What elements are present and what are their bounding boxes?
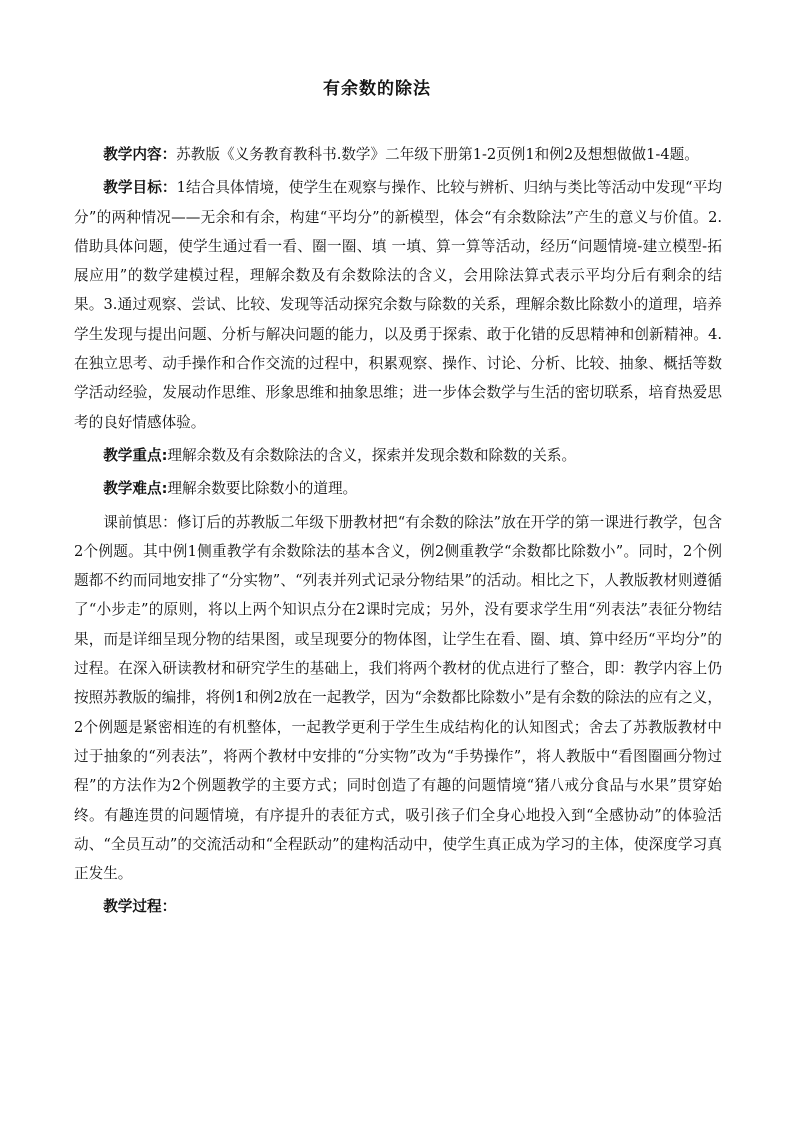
section-key-points xyxy=(74,441,722,470)
section-text: 课前慎思：修订后的苏教版二年级下册教材把“有余数的除法”放在开学的第一课进行教学，包含2个例题。其中例1侧重教学有余数除法的基本含义，例2侧重教学“余数都比除数小”。同时，2个例题都不约而同地安排了“分实物”、“列表并列式记录分物结果”的活动。相比之下，人教版教材则遵循了“小步走”的原则，将以上两个知识点分在2课时完成；另外，没有要求学生用“列表法”表征分物结果，而是详细呈现分物的结果图，或呈现要分的物体图，让学生在看、圈、填、算中经历“平均分”的过程。在深入研读教材和研究学生的基础上，我们将两个教材的优点进行了整合，即：教学内容上仍按照苏教版的编排，将例1和例2放在一起教学，因为“余数都比除数小”是有余数的除法的应有之义，2个例题是紧密相连的有机整体，一起教学更利于学生生成结构化的认知图式；舍去了苏教版教材中过于抽象的“列表法”，将两个教材中安排的“分实物”改为“手势操作”，将人教版中“看图圈画分物过程”的方法作为2个例题教学的主要方式；同时创造了有趣的问题情境“猪八戒分食品与水果”贯穿始终。有趣连贯的问题情境，有序提升的表征方式，吸引孩子们全身心地投入到“全感协动”的体验活动、“全员互动”的交流活动和“全程跃动”的建构活动中，使学生真正成为学习的主体，使深度学习真正发生。 xyxy=(74,513,722,883)
section-label: 教学过程： xyxy=(103,898,177,916)
section-teaching-content xyxy=(74,140,722,169)
section-text: 理解余数及有余数除法的含义，探索并发现余数和除数的关系。 xyxy=(167,446,577,464)
document-body xyxy=(74,140,722,926)
section-difficulties xyxy=(74,474,722,503)
section-label: 教学内容： xyxy=(103,146,177,163)
section-teaching-goals xyxy=(74,173,722,437)
document-title: 有余数的除法 xyxy=(323,79,431,99)
section-label: 教学重点: xyxy=(103,446,168,464)
section-text: 理解余数要比除数小的道理。 xyxy=(167,480,358,498)
section-label: 教学难点: xyxy=(103,480,168,498)
section-label: 教学目标： xyxy=(103,179,177,197)
section-pre-class-reflection xyxy=(74,508,722,889)
section-teaching-process xyxy=(74,892,722,921)
section-text: 苏教版《义务教育教科书.数学》二年级下册第1-2页例1和例2及想想做做1-4题。 xyxy=(176,146,699,163)
section-text: 1结合具体情境，使学生在观察与操作、比较与辨析、归纳与类比等活动中发现“平均分”的两种情况——无余和有余，构建“平均分”的新模型，体会“有余数除法”产生的意义与价值。2.借助具体问题，使学生通过看一看、圈一圈、填 一填、算一算等活动，经历“问题情境-建立模型-拓展应用”的数学建模过程，理解余数及有余数除法的含义，会用除法算式表示平均分后有剩余的结果。3.通过观察、尝试、比较、发现等活动探究余数与除数的关系，理解余数比除数小的道理，培养学生发现与提出问题、分析与解决问题的能力，以及勇于探索、敢于化错的反思精神和创新精神。4.在独立思考、动手操作和合作交流的过程中，积累观察、操作、讨论、分析、比较、抽象、概括等数学活动经验，发展动作思维、形象思维和抽象思维；进一步体会数学与生活的密切联系，培育热爱思考的良好情感体验。 xyxy=(74,179,722,431)
